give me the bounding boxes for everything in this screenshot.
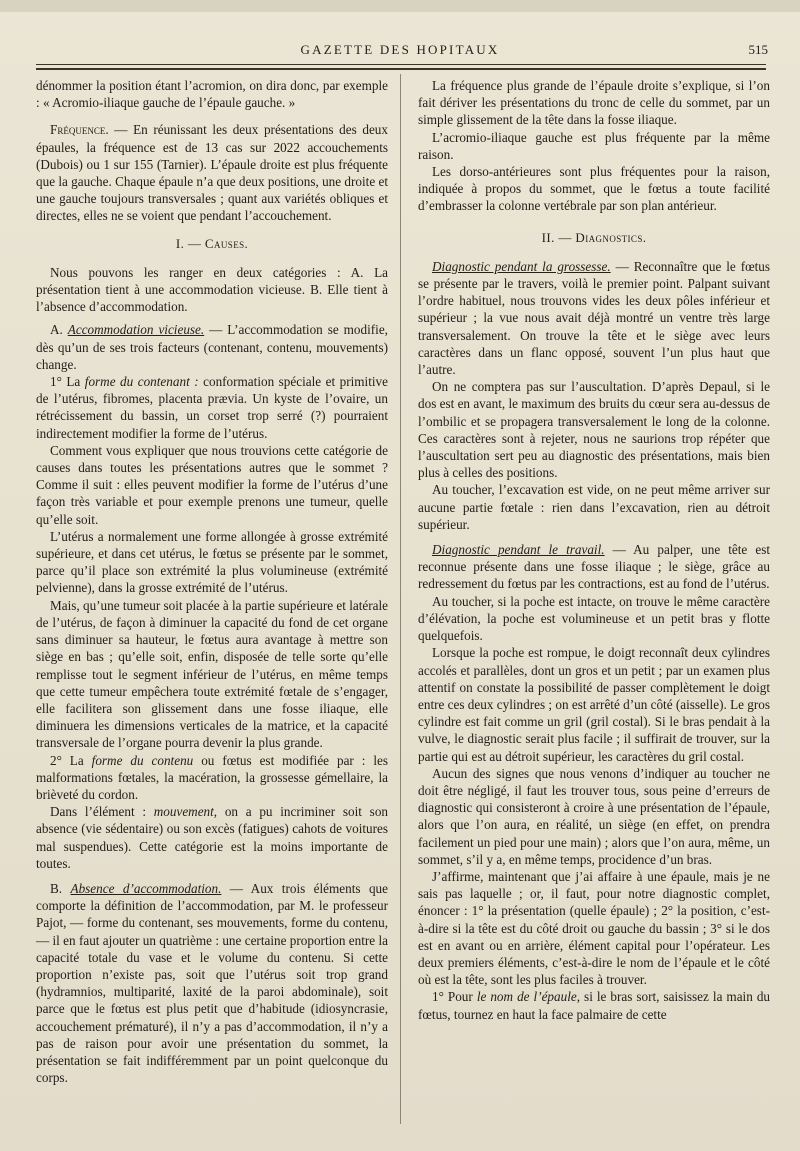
paragraph: dénommer la position étant l’acromion, on dira donc, par exemple : « Acromio-iliaque gauche de l’épaule gauche. » [36,78,388,111]
paragraph: La fréquence plus grande de l’épaule droite s’explique, si l’on fait dériver les présentations du tronc de celle du sommet, par un simple glissement de la tête dans la fosse iliaque. [418,78,770,128]
subheading: Accommodation vicieuse. [67,322,205,338]
paragraph: On ne comptera pas sur l’auscultation. D’après Depaul, si le dos est en avant, le maximum des bruits du cœur sera au-dessus de l’ombilic et se propagera transversalement le long de la colonne. Ces caractères sont à rejeter, nous ne saurions trop répéter que l’auscultation sert peu au diagnostic des présentations, mais bien plus à celles des positions. [418,379,770,481]
paragraph: Lorsque la poche est rompue, le doigt reconnaît deux cylindres accolés et parallèles, dont un gros et un petit ; par un examen plus attentif on constate la possibilité de passer complètement le doigt entre ces deux cylindres ; on est arrêté d’un côté (aisselle). Le gros cylindre est fait comme un gril (gril costal). Si le bras pendait à la vulve, le diagnostic serait plus facile ; il suffirait de trouver, sur la partie qui est au détroit supérieur, les caractères du gril costal. [418,645,770,764]
paragraph-forme-contenu [36,752,388,804]
running-header-title: GAZETTE DES HOPITAUX [300,42,500,57]
paragraph: Nous pouvons les ranger en deux catégories : A. La présentation tient à une accommodation vicieuse. B. Elle tient à l’absence d’accommodation. [36,264,388,315]
paragraph-diagnostic-grossesse [418,258,770,378]
subheading: Diagnostic pendant le travail. [432,542,605,558]
paragraph-text: — Aux trois éléments que comporte la définition de l’accommodation, par M. le professeur Pajot, — forme du contenant, ses mouvements, forme du contenu, — il en faut ajouter un quatrième : une certaine proportion entre la capacité totale du vase et le volume du contenu. Si cette proportion n’existe pas, soit que l’utérus soit trop grand (hydramnios, multiparité, laxité de la paroi abdominale), soit parce que le fœtus est plus petit que d’habitude (idiosyncrasie, accouchement prématuré), il n’y a pas d’accommodation, il n’y a pas de raison pour avoir une présentation du sommet, la présentation se fait indifféremment par un point quelconque du corps. [36,880,388,1086]
enumerator: 1° La [50,374,85,390]
paragraph: J’affirme, maintenant que j’ai affaire à une épaule, mais je ne sais pas laquelle ; or, il faut, pour notre diagnostic complet, énoncer : 1° la présentation (quelle épaule) ; 2° la position, c’est-à-dire si la tête est du côté droit ou gauche du bassin ; 3° si le dos est en avant ou en arrière, élément capital pour l’opérateur. Les deux premiers éléments, c’est-à-dire le nom de l’épaule et le côté où est la tête, sont les plus faciles à trouver. [418,868,770,988]
section-heading-causes: I. — Causes. [175,235,249,251]
paragraph-text: — En réunissant les deux présentations des deux épaules, la fréquence est de 13 cas sur 2022 accouchements (Dubois) ou 1 sur 155 (Tarnier). L’épaule droite est plus fréquente que la gauche. Chaque épaule n’a que deux positions, une droite et une gauche toujours transversales ; quant aux variétés obliques et directes, elles ne se voient que pendant l’accouchement. [36,122,388,224]
paragraph: Au toucher, l’excavation est vide, on ne peut même arriver sur aucune partie fœtale : rien dans l’excavation, rien au détroit supérieur. [418,482,770,532]
paragraph-mouvement [36,803,388,872]
run-in-heading: Fréquence. [50,122,109,138]
paragraph: Mais, qu’une tumeur soit placée à la partie supérieure et latérale de l’utérus, de façon à diminuer la capacité du fond de cet organe sans diminuer sa hauteur, le fœtus aura avantage à mettre son siège en bas ; qu’elle soit, enfin, disposée de telle sorte qu’elle remplisse tout le segment inférieur de l’utérus, en même temps que cette tumeur empêchera toute extrémité fœtale de s’engager, elle facilitera son glissement dans une fosse iliaque, elle diminuera les dimensions verticales de la matrice, et la capacité transversale de l’organe pourra devenir la plus grande. [36,597,388,751]
paragraph: Comment vous expliquer que nous trouvions cette catégorie de causes dans toutes les présentations autres que le sommet ? Comme il suit : elles peuvent modifier la forme de l’utérus d’une façon très variable et pour exemple prenons une tumeur, quelle qu’elle soit. [36,442,388,527]
enumerator: A. [50,322,68,338]
paragraph-text: — L’accommodation se modifie, dès qu’un de ses trois facteurs (contenant, contenu, mouvements) change. [36,322,388,372]
paragraph: Les dorso-antérieures sont plus fréquentes pour la raison, indiquée à propos du sommet, que le fœtus a toute facilité d’embrasser la colonne vertébrale par son plan antérieur. [418,164,770,214]
enumerator: B. [50,880,71,896]
paragraph: L’utérus a normalement une forme allongée à grosse extrémité supérieure, et dans cet utérus, le fœtus se présente par le sommet, parce qu’il place son extrémité la plus volumineuse (extrémité pelvienne), dans la grosse extrémité de l’utérus. [36,528,388,596]
subheading: Diagnostic pendant la grossesse. [432,258,611,274]
scan-edge [0,0,800,12]
paragraph-frequence [36,121,388,224]
paragraph: L’acromio-iliaque gauche est plus fréquente par la même raison. [418,129,770,162]
subheading: mouvement, [153,804,218,820]
enumerator: 2° La [50,752,92,768]
paragraph-absence-accommodation [36,880,388,1086]
paragraph-text: conformation spéciale et primitive de l’utérus, fibromes, placenta prævia. Un kyste de l’ovaire, un rétrécissement du bassin, un corset trop serré (?) pourraient indirectement modifier la forme de l’utérus. [36,374,388,441]
subheading: le nom de l’épaule, [476,989,581,1005]
paragraph-text: — Au palper, une tête est reconnue présente dans une fosse iliaque ; le siège, grâce au redressement du fœtus par les contractions, est au fond de l’utérus. [418,542,770,592]
subheading: forme du contenu [91,752,194,768]
section-heading-diagnostics: II. — Diagnostics. [541,229,647,245]
left-column [36,77,388,1086]
paragraph-text: — Reconnaître que le fœtus se présente par le travers, voilà le premier point. Palpant suivant l’ordre habituel, nous trouvons vides les deux pôles inférieur et supérieur ; la vue nous avait déjà montré un ventre très large transversalement. On trouve la tête et le siège avec leurs caractères dans un flanc opposé, souvent l’un plus haut que l’autre. [418,258,770,378]
header-rule-thick [36,68,766,70]
subheading: forme du contenant : [84,374,199,390]
paragraph-forme-contenant [36,373,388,442]
lead-text: Dans l’élément : [50,804,154,820]
paragraph-accommodation-vicieuse [36,321,388,373]
paragraph-text: ou fœtus est modifiée par : les malformations fœtales, la macération, la grossesse gémellaire, la brièveté du cordon. [36,752,389,802]
column-divider [400,74,401,1124]
page-number: 515 [748,42,768,57]
paragraph: Au toucher, si la poche est intacte, on trouve le même caractère d’élévation, la poche est volumineuse et un petit bras y flotte quelquefois. [418,593,770,644]
paragraph-diagnostic-travail [418,541,770,593]
right-column [418,77,770,1023]
subheading: Absence d’accommodation. [70,880,222,896]
paragraph-text: on a pu incriminer soit son absence (vie sédentaire) ou son excès (fatigues) cahots de voitures mal suspendues). Cette catégorie est la moins importante de toutes. [36,804,389,871]
enumerator: 1° Pour [432,989,477,1005]
paragraph-text: si le bras sort, saisissez la main du fœtus, tournez en haut la face palmaire de cette [418,989,771,1022]
paragraph-nom-epaule [418,988,770,1022]
paragraph: Aucun des signes que nous venons d’indiquer au toucher ne doit être négligé, il faut les trouver tous, sous peine d’erreurs de diagnostic qui consisteront à croire à une présentation de l’épaule, alors que l’on aura, en réalité, un siège (en effet, on prendra facilement un pied pour une main) ; alors que l’on aura, même, un sommet, s’il y a, en même temps, procidence d’un bras. [418,765,770,867]
header-rule-thin [36,64,766,65]
